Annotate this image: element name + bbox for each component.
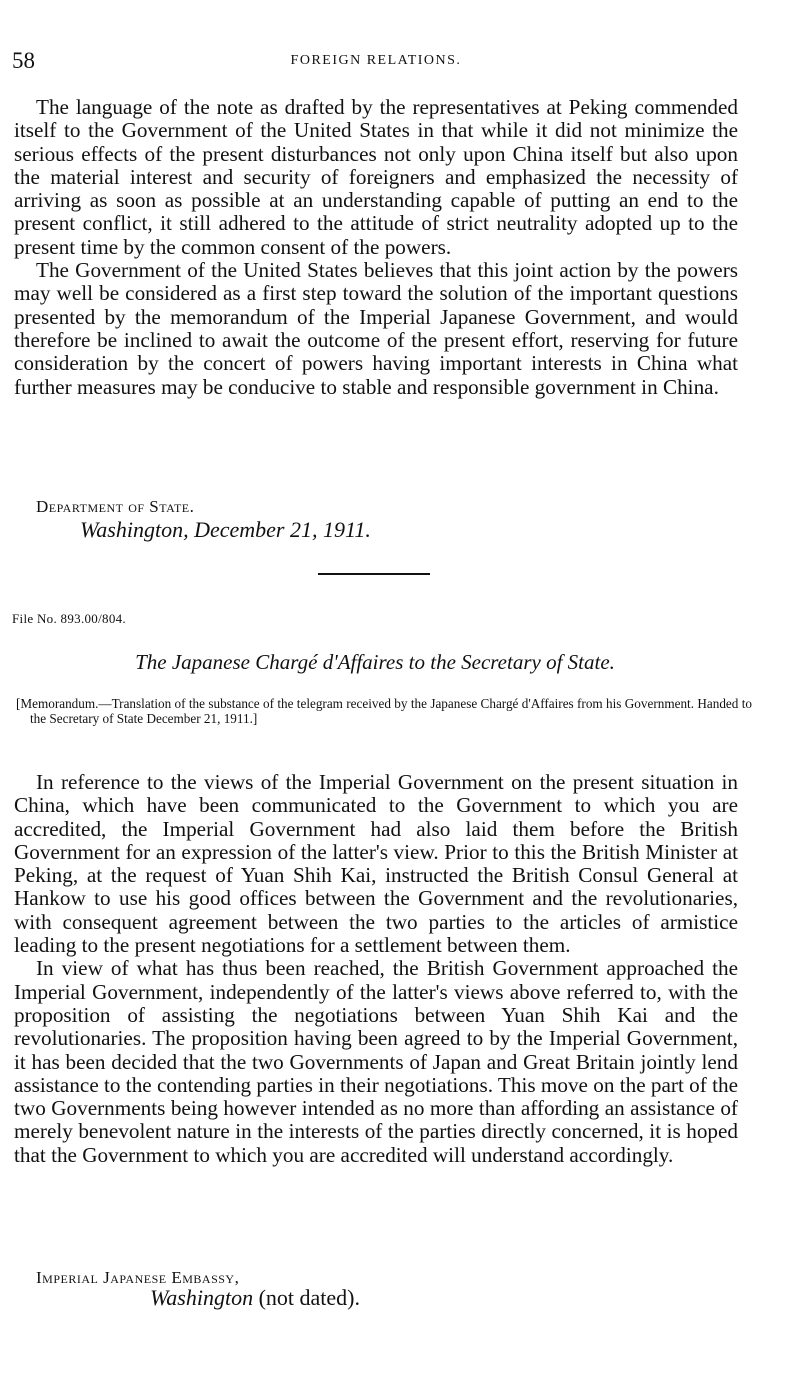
paragraph: The Government of the United States believes that this joint action by the powers may well be considered as a first step toward the solution of the important questions presented by the memorandum of the Imperial Japanese Government, and would therefore be inclined to await the outcome of the present effort, reserving for future consideration by the concert of powers having important interests in China what further measures may be conducive to stable and responsible government in China. bbox=[14, 258, 738, 399]
page-number: 58 bbox=[12, 48, 35, 73]
signoff-embassy: Imperial Japanese Embassy, bbox=[36, 1268, 240, 1287]
document-title: The Japanese Chargé d'Affaires to the Secretary of State. bbox=[135, 650, 615, 674]
dateline-2 bbox=[150, 1285, 360, 1311]
dateline-place: Washington bbox=[150, 1285, 254, 1310]
paragraph: The language of the note as drafted by the representatives at Peking commended itself to the Government of the United States in that while it did not minimize the serious effects of the present disturbances not only upon China itself but also upon the material interest and security of foreigners and emphasized the necessity of arriving as soon as possible at an understanding capable of putting an end to the present conflict, it still adhered to the attitude of strict neutrality adopted up to the present time by the common consent of the powers. bbox=[14, 95, 738, 259]
section-divider bbox=[318, 573, 430, 575]
signoff-department: Department of State. bbox=[36, 497, 195, 516]
section1-body bbox=[14, 96, 738, 399]
dateline: Washington, December 21, 1911. bbox=[80, 517, 371, 542]
file-number: File No. 893.00/804. bbox=[12, 611, 126, 626]
paragraph: In view of what has thus been reached, the British Government approached the Imperial Government, independently of the latter's views above referred to, with the proposition of assisting the negotiations between Yuan Shih Kai and the revolutionaries. The proposition having been agreed to by the Imperial Government, it has been decided that the two Governments of Japan and Great Britain jointly lend assistance to the contending parties in their negotiations. This move on the part of the two Governments being however intended as no more than affording an assistance of merely benevolent nature in the interests of the parties directly concerned, it is hoped that the Government to which you are accredited will understand accordingly. bbox=[14, 956, 738, 1167]
memorandum-note: [Memorandum.—Translation of the substance of the telegram received by the Japanese Chargé d'Affaires from his Government. Handed to the Secretary of State December 21, 1911.] bbox=[16, 696, 752, 726]
page-header bbox=[12, 48, 740, 78]
section2-body bbox=[14, 771, 738, 1167]
dateline-note: (not dated). bbox=[258, 1285, 360, 1310]
paragraph: In reference to the views of the Imperial Government on the present situation in China, which have been communicated to the Government to which you are accredited, the Imperial Government had also laid them before the British Government for an expression of the latter's view. Prior to this the British Minister at Peking, at the request of Yuan Shih Kai, instructed the British Consul General at Hankow to use his good offices between the Government and the revolutionaries, with consequent agreement between the two parties to the articles of armistice leading to the present negotiations for a settlement between them. bbox=[14, 770, 738, 958]
running-title: FOREIGN RELATIONS. bbox=[290, 53, 462, 68]
